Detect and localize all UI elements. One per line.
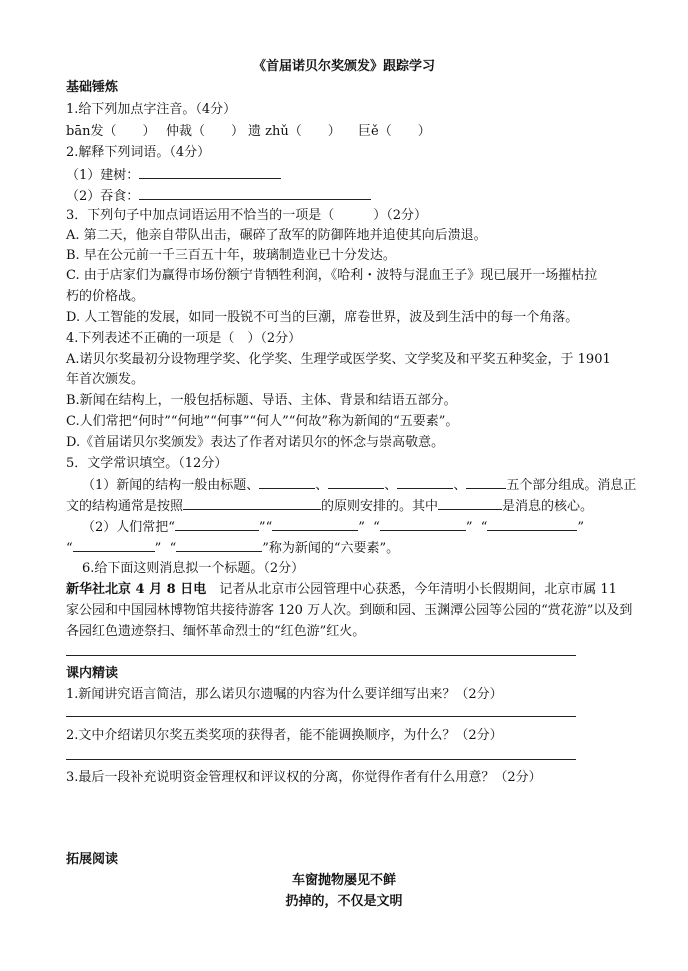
- line-text: “: [373, 520, 380, 535]
- news-body: 记者从北京市公园管理中心获悉，今年清明小长假期间，北京市属 11: [206, 582, 617, 597]
- section-heading-intensive: 课内精读: [66, 666, 119, 681]
- answer-blank[interactable]: [438, 497, 502, 510]
- line-text: ”: [465, 520, 473, 535]
- question-1-option: 巨ě（ ）: [358, 124, 431, 139]
- answer-blank[interactable]: [73, 539, 155, 552]
- line-text: ”: [577, 520, 585, 535]
- question-5-line-1: [82, 476, 636, 494]
- answer-line[interactable]: [66, 655, 576, 656]
- question-2-item: [66, 187, 371, 205]
- answer-line[interactable]: [66, 716, 576, 717]
- question-4-option-a-cont: 年首次颁发。: [66, 372, 145, 387]
- line-text: ”称为新闻的“六要素”。: [262, 541, 400, 556]
- line-text: 的原则安排的。其中: [321, 499, 439, 514]
- question-5-line-2: [66, 497, 593, 515]
- answer-blank[interactable]: [328, 476, 384, 489]
- answer-blank[interactable]: [487, 518, 577, 531]
- question-5-text: 5．文学常识填空。（12分）: [66, 456, 228, 471]
- line-text: （1）新闻的结构一般由标题、: [82, 478, 260, 493]
- answer-blank[interactable]: [139, 187, 371, 200]
- question-4-option-d: D.《首届诺贝尔奖颁发》表达了作者对诺贝尔的怀念与崇高敬意。: [66, 435, 445, 450]
- article-subtitle: 扔掉的，不仅是文明: [285, 894, 403, 909]
- question-4-option-c: C.人们常把“何时”“何地”“何事”“何人”“何故”称为新闻的“五要素”。: [66, 414, 459, 429]
- news-paragraph-line-3: 各园红色遗迹祭扫、缅怀革命烈士的“红色游”红火。: [66, 624, 366, 639]
- line-text: “: [169, 541, 177, 556]
- question-5-line-3: [82, 518, 584, 536]
- question-1-option: 遗 zhǔ（ ）: [248, 124, 341, 139]
- question-1-text: 1.给下列加点字注音。（4分）: [66, 102, 237, 117]
- line-text: ”: [358, 520, 365, 535]
- question-3-option-b: B. 早在公元前一千三百五十年，玻璃制造业已十分发达。: [66, 248, 396, 263]
- reading-question-3: 3.最后一段补充说明资金管理权和评议权的分离，你觉得作者有什么用意？（2分）: [66, 770, 542, 785]
- question-1-option: bān发（ ）: [66, 124, 156, 139]
- line-text: “: [480, 520, 488, 535]
- question-3-text: 3．下列句子中加点词语运用不恰当的一项是（ ）（2分）: [66, 208, 428, 223]
- line-text: （2）人们常把“: [82, 520, 175, 535]
- line-text: ”: [154, 541, 162, 556]
- news-dateline: 新华社北京 4 月 8 日电: [66, 582, 207, 597]
- line-text: “: [66, 541, 73, 556]
- line-text: 、: [453, 478, 467, 493]
- line-text: ”: [258, 520, 266, 535]
- news-paragraph-line-2: 家公园和中国园林博物馆共接待游客 120 万人次。到颐和园、玉渊潭公园等公园的“赏花游”以及到: [66, 603, 633, 618]
- question-3-option-c-cont: 朽的价格战。: [66, 289, 145, 304]
- line-text: 、: [315, 478, 329, 493]
- question-6-text: 6.给下面这则消息拟一个标题。（2分）: [82, 561, 305, 576]
- question-4-option-b: B.新闻在结构上，一般包括标题、导语、主体、背景和结语五部分。: [66, 393, 457, 408]
- answer-blank[interactable]: [397, 476, 453, 489]
- question-3-option-c: C. 由于店家们为赢得市场份额宁肯牺牲利润，《哈利・波特与混血王子》现已展开一场摧枯拉: [66, 268, 598, 283]
- answer-blank[interactable]: [176, 539, 262, 552]
- question-2-item-label: （1）建树：: [66, 168, 140, 183]
- answer-blank[interactable]: [259, 476, 315, 489]
- line-text: 文的结构通常是按照: [66, 499, 184, 514]
- page-title: 《首届诺贝尔奖颁发》跟踪学习: [252, 59, 435, 74]
- line-text: 、: [384, 478, 398, 493]
- section-heading-basic: 基础锤炼: [66, 80, 119, 95]
- question-4-text: 4.下列表述不正确的一项是（ ）（2分）: [66, 331, 302, 346]
- line-text: “: [265, 520, 273, 535]
- question-2-text: 2.解释下列词语。（4分）: [66, 145, 211, 160]
- section-heading-extended: 拓展阅读: [66, 852, 119, 867]
- answer-blank[interactable]: [139, 166, 281, 179]
- reading-question-2: 2.文中介绍诺贝尔奖五类奖项的获得者，能不能调换顺序，为什么？（2分）: [66, 728, 503, 743]
- answer-line[interactable]: [66, 759, 576, 760]
- article-title: 车窗抛物屡见不鲜: [291, 873, 396, 888]
- answer-blank[interactable]: [466, 476, 506, 489]
- news-paragraph-line-1: [66, 581, 617, 598]
- question-2-item-label: （2）吞食：: [66, 189, 140, 204]
- question-2-item: [66, 166, 281, 184]
- reading-question-1: 1.新闻讲究语言简洁，那么诺贝尔遗嘱的内容为什么要详细写出来？（2分）: [66, 687, 503, 702]
- answer-blank[interactable]: [175, 518, 259, 531]
- line-text: 是消息的核心。: [502, 499, 594, 514]
- question-3-option-a: A. 第二天，他亲自带队出击，碾碎了敌军的防御阵地并追使其向后溃退。: [66, 228, 487, 243]
- question-5-line-4: [66, 539, 399, 557]
- line-text: 五个部分组成。消息正: [506, 478, 637, 493]
- question-3-option-d: D. 人工智能的发展，如同一股锐不可当的巨潮，席卷世界，波及到生活中的每一个角落。: [66, 310, 579, 325]
- answer-blank[interactable]: [183, 497, 321, 510]
- answer-blank[interactable]: [272, 518, 358, 531]
- question-1-option: 仲裁（ ）: [166, 124, 245, 139]
- question-4-option-a: A.诺贝尔奖最初分设物理学奖、化学奖、生理学或医学奖、文学奖及和平奖五种奖金，于 1901: [66, 352, 611, 367]
- answer-blank[interactable]: [380, 518, 466, 531]
